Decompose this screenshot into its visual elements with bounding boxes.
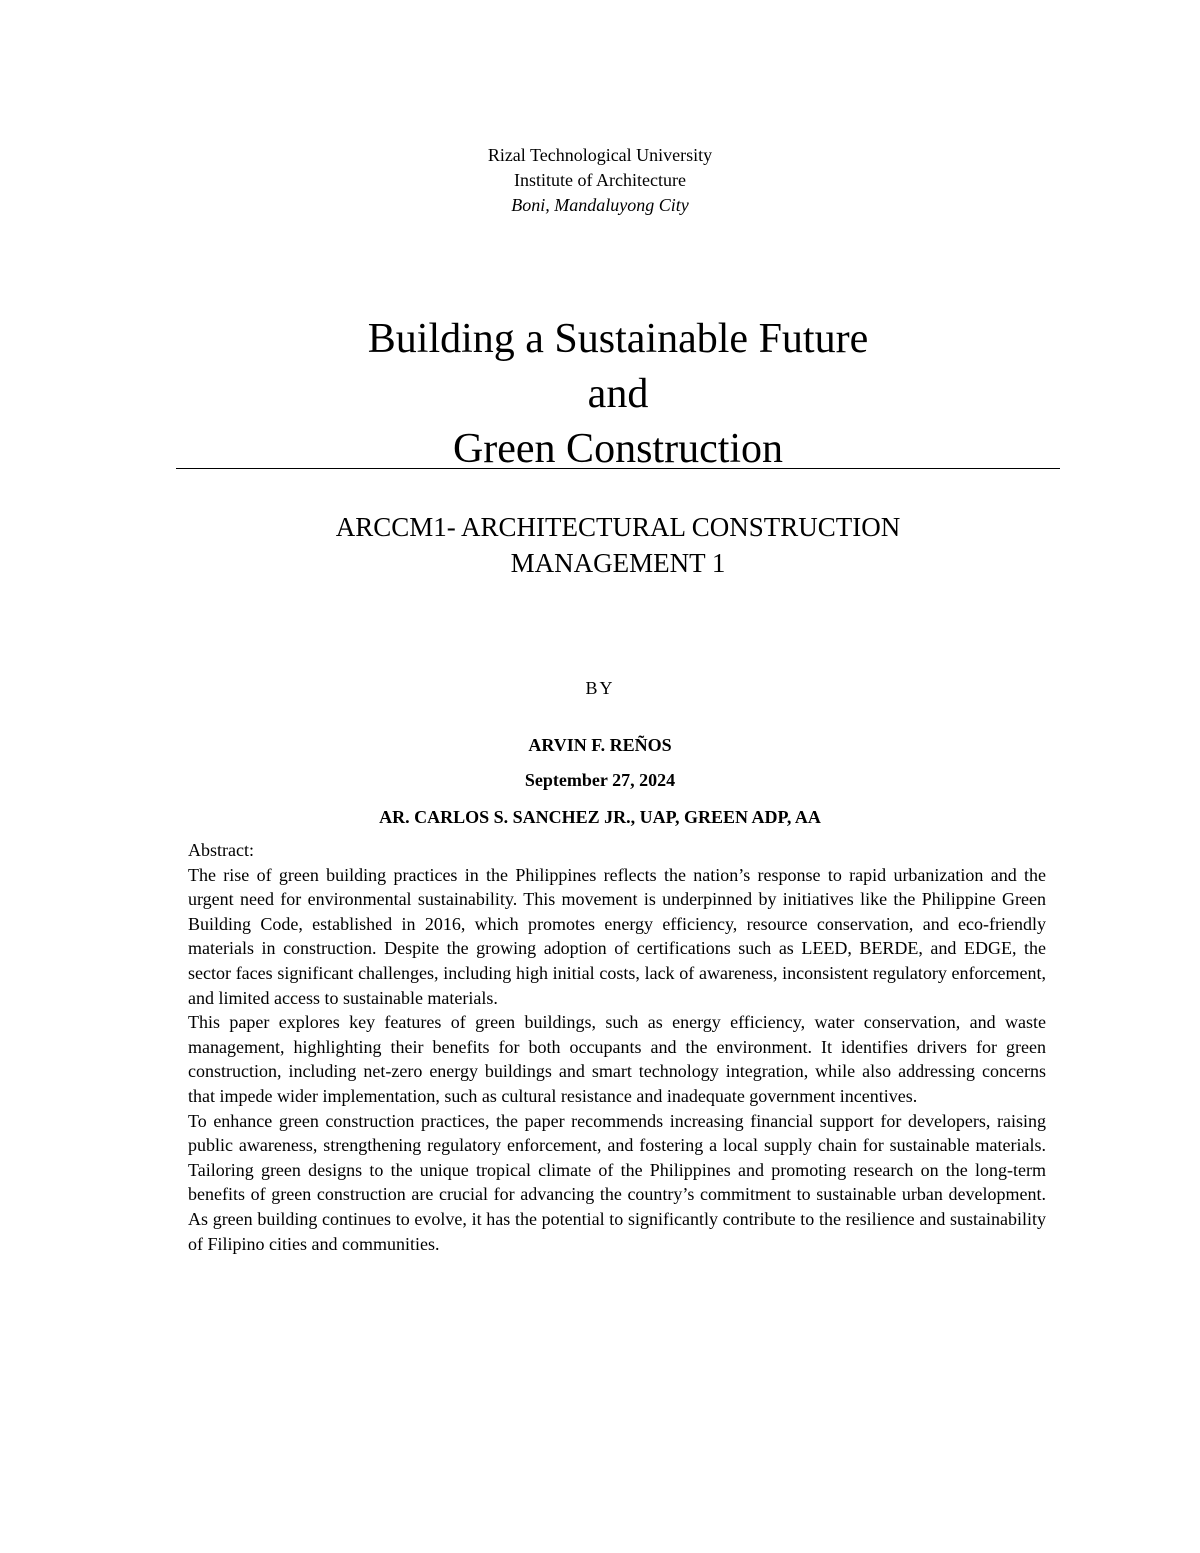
submission-date: September 27, 2024 [524, 770, 676, 790]
title-line-1: Building a Sustainable Future [367, 316, 869, 362]
university-name: Rizal Technological University [487, 145, 713, 165]
institution-header [0, 143, 1200, 218]
course-line-2: MANAGEMENT 1 [510, 548, 726, 578]
abstract-section [188, 838, 1046, 1256]
abstract-paragraph-2: This paper explores key features of green buildings, such as energy efficiency, water conservation, and waste management, highlighting their benefits for both occupants and the environment. It identifies drivers for green construction, including net-zero energy buildings and smart technology integration, while also addressing concerns that impede wider implementation, such as cultural resistance and inadequate government incentives. [188, 1012, 1046, 1106]
author-name: ARVIN F. REÑOS [528, 735, 672, 755]
adviser-name: AR. CARLOS S. SANCHEZ JR., UAP, GREEN ADP, AA [379, 807, 821, 827]
institution-location: Boni, Mandaluyong City [511, 195, 689, 215]
paper-title [176, 312, 1060, 477]
title-divider [176, 468, 1060, 469]
course-title [176, 509, 1060, 581]
by-label: BY [585, 678, 615, 698]
abstract-paragraph-1: The rise of green building practices in the Philippines reflects the nation’s response to rapid urbanization and the urgent need for environmental sustainability. This movement is underpinned by initiatives like the Philippine Green Building Code, established in 2016, which promotes energy efficiency, resource conservation, and eco-friendly materials in construction. Despite the growing adoption of certifications such as LEED, BERDE, and EDGE, the sector faces significant challenges, including high initial costs, lack of awareness, inconsistent regulatory enforcement, and limited access to sustainable materials. [188, 864, 1046, 1008]
institute-name: Institute of Architecture [514, 170, 686, 190]
abstract-heading: Abstract: [188, 840, 254, 860]
title-line-3: Green Construction [452, 426, 784, 472]
abstract-paragraph-3: To enhance green construction practices, the paper recommends increasing financial support for developers, raising public awareness, strengthening regulatory enforcement, and fostering a local supply chain for sustainable materials. Tailoring green designs to the unique tropical climate of the Philippines and promoting research on the long-term benefits of green construction are crucial for advancing the country’s commitment to sustainable urban development. As green building continues to evolve, it has the potential to significantly contribute to the resilience and sustainability of Filipino cities and communities. [188, 1110, 1046, 1254]
title-line-2: and [587, 371, 649, 417]
course-line-1: ARCCM1- ARCHITECTURAL CONSTRUCTION [335, 512, 901, 542]
